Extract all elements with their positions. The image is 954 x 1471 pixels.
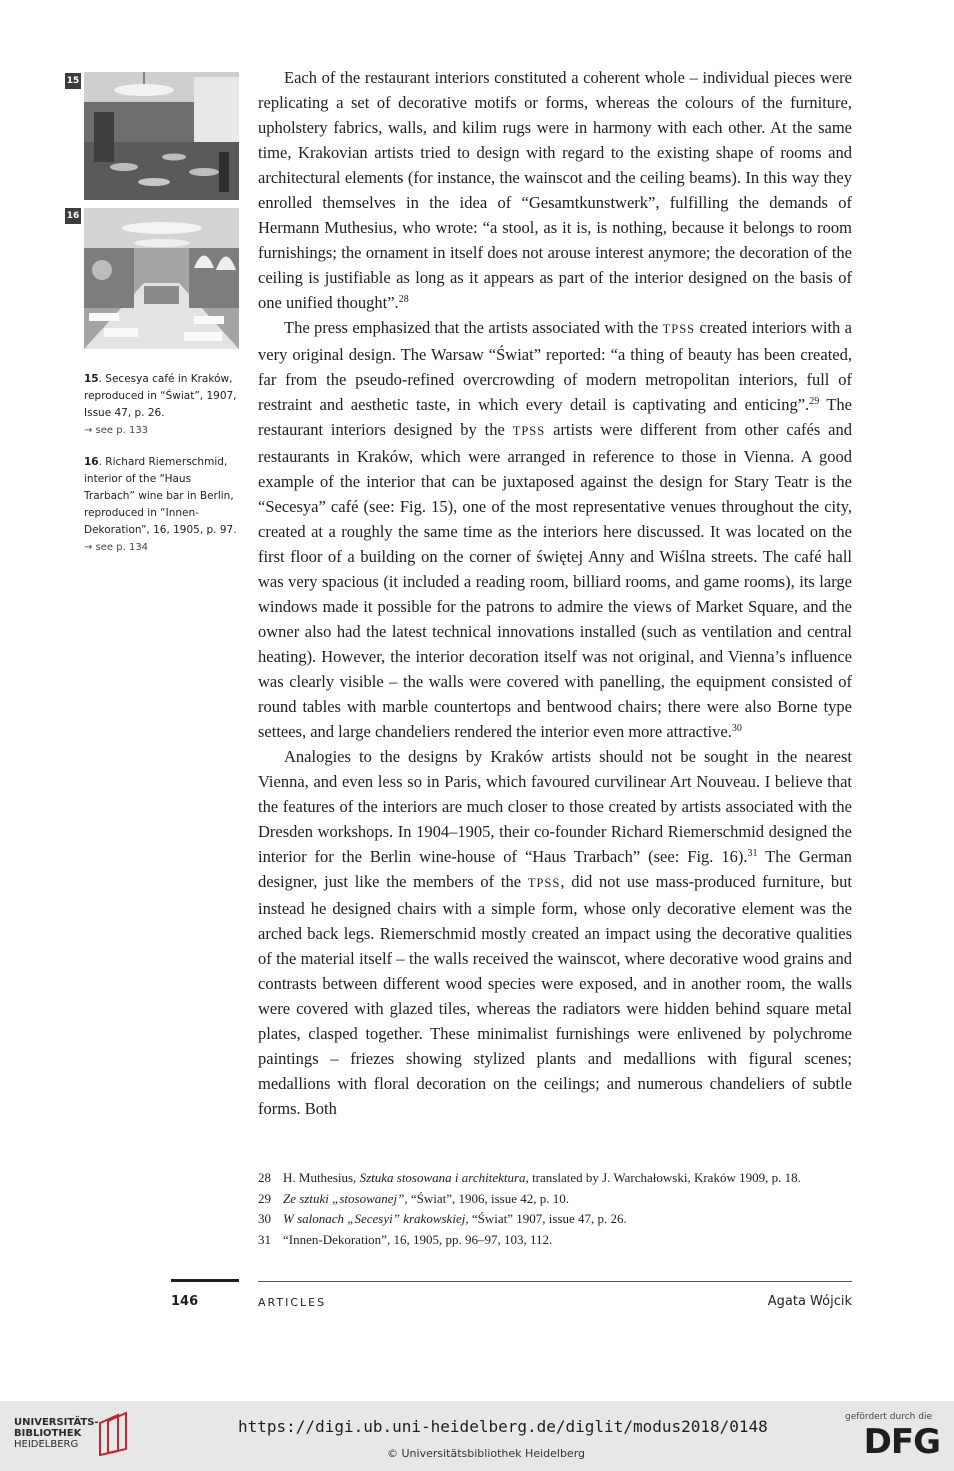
footnote-title: Sztuka stosowana i architektura	[359, 1170, 526, 1185]
figure-16-number: 16	[65, 208, 81, 224]
footer-rule	[258, 1281, 852, 1282]
cafe-interior-image	[84, 72, 239, 200]
dfg-logo: DFG	[863, 1422, 940, 1462]
funding-label: gefördert durch die	[845, 1412, 932, 1422]
article-body	[258, 65, 852, 1121]
footnote-30	[258, 1209, 858, 1230]
footnote-title: Ze sztuki „stosowanej”	[283, 1190, 405, 1206]
paragraph-3	[258, 744, 852, 1121]
caption-text: . Secesya café in Kraków, reproduced in “Świat”, 1907, Issue 47, p. 26.	[84, 373, 237, 419]
library-name-line: BIBLIOTHEK	[14, 1428, 82, 1439]
footnote-ref[interactable]: 30	[731, 723, 742, 734]
footnote-text: H. Muthesius,	[283, 1170, 360, 1185]
library-logo-icon	[96, 1411, 134, 1457]
figure-15-caption	[84, 371, 240, 439]
permalink-url[interactable]: https://digi.ub.uni-heidelberg.de/diglit/modus2018/0148	[238, 1417, 768, 1436]
paragraph-2	[258, 315, 852, 744]
paragraph-text: , did not use mass-produced furniture, but instead he designed chairs with a simple form, whose only decorative element was the arched back legs. Riemerschmid mostly created an impact using the decorative qualities of the material itself – the walls received the wainscot, where decorative wood grains and contrasts between different wood species were exposed, and in another room, the walls were covered with glazed tiles, whereas the radiators were hidden behind square metal plates, clasped together. These minimalist furnishings were enlivened by polychrome paintings – friezes showing stylized plants and medallions with figural scenes; medallions with floral decoration on the ceilings; and numerous chandeliers of subtle forms. Both	[258, 872, 853, 1118]
footnotes	[258, 1168, 858, 1250]
footnote-31	[258, 1230, 858, 1251]
library-logo-text	[14, 1417, 99, 1450]
tpss-abbrev: TPSS	[662, 322, 696, 336]
figure-16-photo	[84, 208, 239, 349]
tpss-abbrev: TPSS	[527, 876, 561, 890]
caption-number: 16	[84, 456, 99, 468]
footnote-text: , “Świat”, 1906, issue 42, p. 10.	[404, 1190, 570, 1206]
library-name-line: UNIVERSITÄTS-	[14, 1417, 99, 1428]
footnote-number: 29	[258, 1190, 271, 1206]
paragraph-text: The German designer, just like the members of the	[258, 847, 852, 891]
paragraph-text: artists were different from other cafés and restaurants in Kraków, which were arranged in reference to those in Vienna. A good example of the interior that can be juxtaposed against the design for Stary Teatr is the “Secesya” café (see: Fig. 15), one of the most representative venues throughout the city, created at a roughly the same time as the interiors here discussed. It was located on the first floor of a building on the corner of świętej Anny and Wiślna streets. The café hall was very spacious (it included a reading room, billiard rooms, and game rooms), its large windows made it possible for the patrons to admire the views of Market Square, and the owner also had the latest technical innovations installed (such as ventilation and central heating). However, the interior decoration itself was not original, and Vienna’s influence was clearly visible – the walls were covered with panelling, the equipment consisted of round tables with marble countertops and bentwood chairs; there were also Borne type settees, and large chandeliers rendered the interior even more attractive.	[258, 420, 852, 741]
wine-bar-interior-image	[84, 208, 239, 349]
author-name: Agata Wójcik	[767, 1294, 852, 1309]
footnote-text: “Innen-Dekoration”, 16, 1905, pp. 96–97, 103, 112.	[283, 1231, 553, 1247]
footnote-number: 30	[258, 1211, 271, 1226]
figure-15-number: 15	[65, 73, 81, 89]
paragraph-1	[258, 65, 852, 315]
page-number: 146	[171, 1294, 199, 1309]
footnote-text: , “Świat” 1907, issue 47, p. 26.	[465, 1211, 627, 1226]
section-label: ARTICLES	[258, 1296, 327, 1309]
see-page-link[interactable]: → see p. 134	[84, 542, 149, 553]
footnote-title: W salonach „Secesyi” krakowskiej	[283, 1211, 466, 1226]
footnote-ref[interactable]: 29	[809, 396, 820, 407]
footnote-ref[interactable]: 28	[398, 294, 409, 305]
footnote-28	[258, 1168, 858, 1189]
copyright-notice: © Universitätsbibliothek Heidelberg	[387, 1447, 586, 1460]
caption-number: 15	[84, 373, 99, 385]
footnote-number: 31	[258, 1231, 271, 1247]
tpss-abbrev: TPSS	[512, 424, 546, 438]
footnote-29	[258, 1189, 858, 1210]
library-footer-bar	[0, 1401, 954, 1471]
paragraph-text: Analogies to the designs by Kraków artists should not be sought in the nearest Vienna, and even less so in Paris, which favoured curvilinear Art Nouveau. I believe that the features of the interiors are much closer to those created by artists associated with the Dresden workshops. In 1904–1905, their co-founder Richard Riemerschmid designed the interior for the Berlin wine-house of “Haus Trarbach” (see: Fig. 16).	[258, 747, 852, 866]
footnote-number: 28	[258, 1170, 271, 1185]
figure-15-photo	[84, 72, 239, 200]
library-name-line: HEIDELBERG	[14, 1439, 79, 1450]
see-page-link[interactable]: → see p. 133	[84, 425, 149, 436]
paragraph-text: created interiors with a very original design. The Warsaw “Świat” reported: “a thing of beauty has been created, far from the pseudo-refined overcrowding of modern metropolitan interiors, full of restraint and aesthetic taste, in which every detail is captivating and enticing”.	[258, 318, 852, 414]
paragraph-text: The restaurant interiors designed by the	[258, 395, 852, 439]
caption-text: . Richard Riemerschmid, interior of the “Haus Trarbach” wine bar in Berlin, reproduced in “Innen-Dekoration”, 16, 1905, p. 97.	[84, 456, 237, 536]
footer-rule-thick	[171, 1279, 239, 1282]
paragraph-text: Each of the restaurant interiors constituted a coherent whole – individual pieces were replicating a set of decorative motifs or forms, whereas the colours of the furniture, upholstery fabrics, walls, and kilim rugs were in harmony with each other. At the same time, Krakovian artists tried to design with regard to the existing shape of rooms and architectural elements (for instance, the wainscot and the ceiling beams). In this way they enrolled themselves in the idea of “Gesamtkunstwerk”, fulfilling the demands of Hermann Muthesius, who wrote: “a stool, as it is, is nothing, because it belongs to room furnishings; the ornament in itself does not arouse interest anymore; the decoration of the ceiling is justifiable as long as it appears as part of the interior designed on the basis of one unified thought”.	[258, 68, 852, 312]
footnote-text: , translated by J. Warchałowski, Kraków 1909, p. 18.	[525, 1170, 801, 1185]
footnote-ref[interactable]: 31	[747, 848, 758, 859]
paragraph-text: The press emphasized that the artists associated with the	[284, 318, 663, 337]
figure-16-caption	[84, 454, 240, 556]
